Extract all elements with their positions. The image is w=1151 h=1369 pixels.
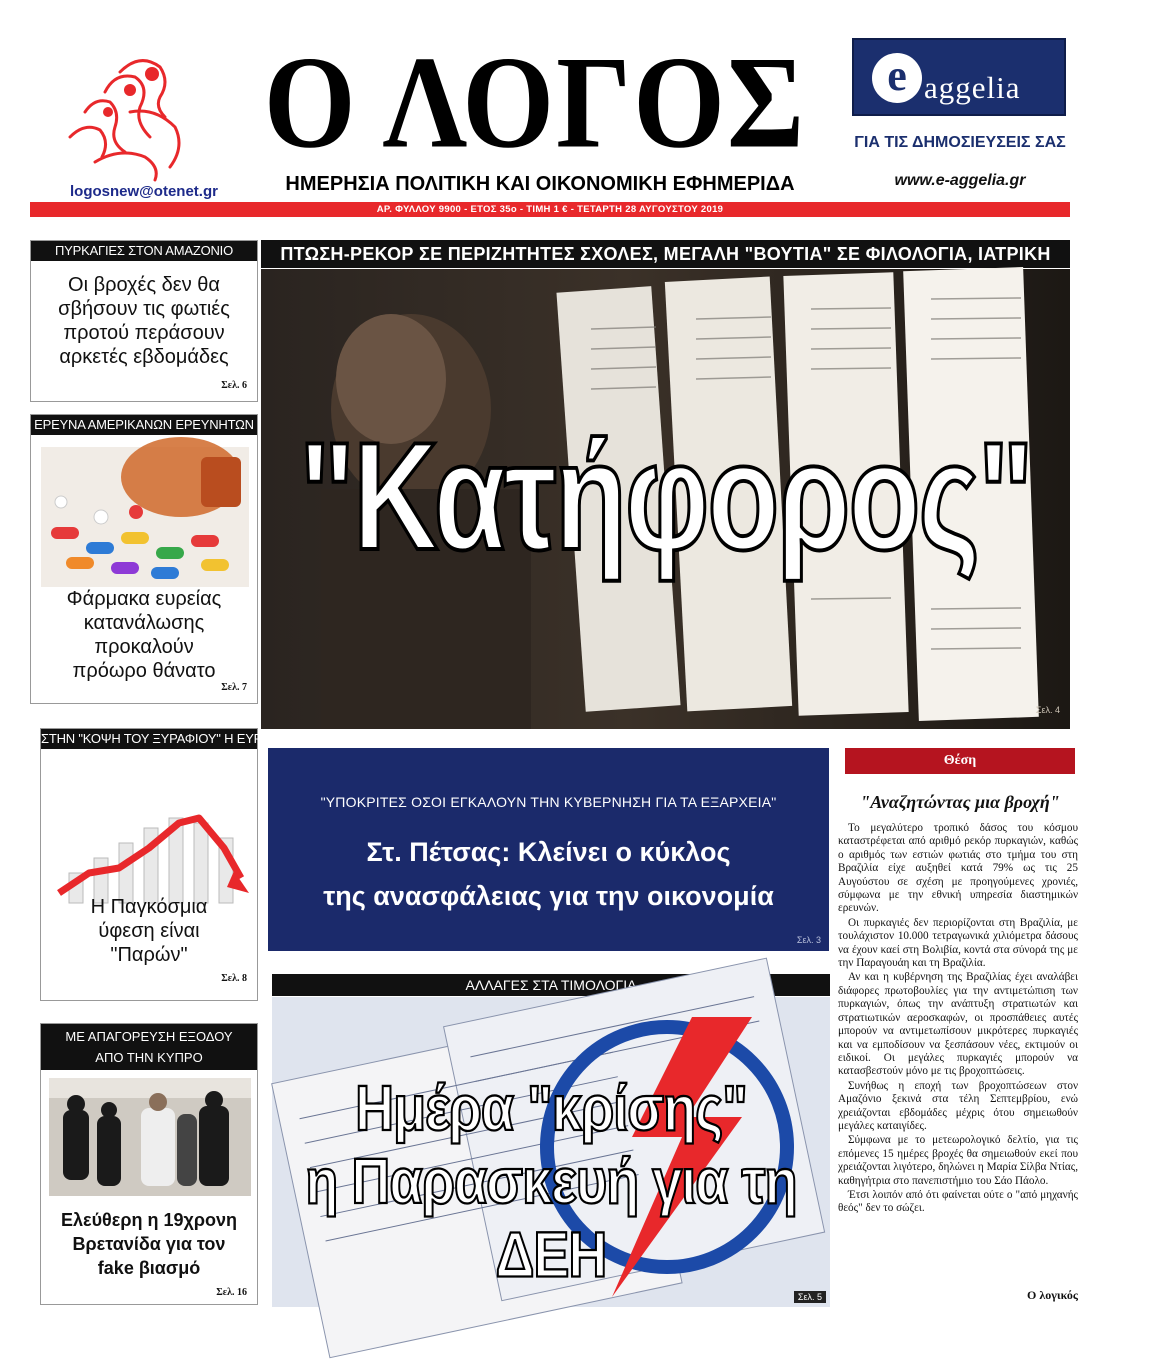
page-reference: Σελ. 16 bbox=[216, 1287, 247, 1298]
page-reference: Σελ. 5 bbox=[794, 1291, 826, 1303]
story-headline bbox=[272, 1072, 830, 1291]
story-amazon-fires[interactable] bbox=[30, 240, 258, 402]
story-headline-line: σβήσουν τις φωτιές bbox=[58, 298, 230, 320]
oped-body bbox=[838, 822, 1078, 1217]
story-headline-line: Στ. Πέτσας: Κλείνει ο κύκλος bbox=[366, 837, 731, 867]
oped-title: "Αναζητώντας μια βροχή" bbox=[860, 792, 1060, 812]
oped-paragraph: Οι πυρκαγιές δεν περιορίζονται στη Βραζιλία, με τουλάχιστον 10.000 τετραγωνικά χιλιόμετρα δάσους να έχουν καεί στη Βολιβία, κοντά στα σύνορά της με την Παραγουάη και τη Βραζιλία. bbox=[838, 916, 1078, 970]
story-kicker: ΣΤΗΝ "ΚΟΨΗ ΤΟΥ ΞΥΡΑΦΙΟΥ" Η ΕΥΡΩΠΗ bbox=[41, 729, 257, 749]
eaggelia-logo-icon: e bbox=[872, 53, 922, 103]
page-reference: Σελ. 7 bbox=[221, 682, 247, 693]
story-kicker bbox=[41, 1024, 257, 1070]
oped-paragraph: Αν και η κυβέρνηση της Βραζιλίας έχει αναλάβει διάφορες πρωτοβουλίες για την αντιμετώπιση των πυρκαγιών, όπως την ανάπτυξη στρατιωτών και στρατιωτικών αεροσκαφών, οι προσπάθειες αυτές μπορούν να αντιμετωπίσουν μικρότερες πυρκαγιές και να εμποδίσουν να ξεσπάσουν νέες, εκτιμούν οι ειδικοί. Οι μεγάλες πυρκαγιές μπορούν να κατασβεστούν μόνο με τις βροχοπτώσεις. bbox=[838, 971, 1078, 1078]
story-headline-line: Ημέρα "κρίσης" bbox=[355, 1073, 747, 1145]
story-headline-line: Βρετανίδα για τον bbox=[72, 1234, 226, 1254]
page-reference: Σελ. 4 bbox=[1035, 705, 1060, 715]
newspaper-logo-emblem bbox=[60, 52, 210, 182]
page-reference: Σελ. 3 bbox=[796, 935, 821, 945]
main-story-kicker: ΠΤΩΣΗ-ΡΕΚΟΡ ΣΕ ΠΕΡΙΖΗΤΗΤΕΣ ΣΧΟΛΕΣ, ΜΕΓΑΛΗ "ΒΟΥΤΙΑ" ΣΕ ΦΙΛΟΛΟΓΙΑ, ΙΑΤΡΙΚΗ bbox=[261, 240, 1070, 268]
page-reference: Σελ. 8 bbox=[221, 973, 247, 984]
oped-paragraph: Έτσι λοιπόν από ότι φαίνεται ούτε ο "από μηχανής θεός" δεν το σώζει. bbox=[838, 1188, 1078, 1215]
story-headline-line: Οι βροχές δεν θα bbox=[68, 274, 220, 296]
story-kicker: ΠΥΡΚΑΓΙΕΣ ΣΤΟΝ ΑΜΑΖΟΝΙΟ bbox=[31, 241, 257, 261]
story-kicker-line: ΑΠΟ ΤΗΝ ΚΥΠΡΟ bbox=[95, 1050, 203, 1065]
story-headline-line: προτού περάσουν bbox=[63, 322, 225, 344]
oped-signature: Ο λογικός bbox=[1027, 1288, 1078, 1302]
story-drugs[interactable] bbox=[30, 414, 258, 704]
story-headline-line: αρκετές εβδομάδες bbox=[59, 346, 229, 368]
story-recession[interactable] bbox=[40, 728, 291, 1001]
story-headline-line: κατανάλωσης bbox=[83, 612, 205, 634]
story-headline-line: πρόωρο θάνατο bbox=[72, 660, 216, 682]
deh-bill-photo[interactable] bbox=[272, 997, 830, 1307]
eaggelia-ad-banner[interactable] bbox=[852, 38, 1066, 116]
pills-photo bbox=[41, 447, 249, 587]
story-headline bbox=[268, 830, 829, 918]
recession-chart-graphic bbox=[49, 763, 251, 913]
story-kicker-line: ΜΕ ΑΠΑΓΟΡΕΥΣΗ ΕΞΟΔΟΥ bbox=[65, 1029, 233, 1044]
court-photo bbox=[49, 1078, 251, 1196]
section-label: Θέση bbox=[845, 748, 1075, 774]
story-headline-line: Η Παγκόσμια bbox=[90, 896, 208, 918]
story-headline-line: "Παρών" bbox=[110, 944, 188, 966]
story-kicker: "ΥΠΟΚΡΙΤΕΣ ΟΣΟΙ ΕΓΚΑΛΟΥΝ ΤΗΝ ΚΥΒΕΡΝΗΣΗ ΓΙΑ ΤΑ ΕΞΑΡΧΕΙΑ" bbox=[320, 794, 777, 810]
story-headline-line: Ελεύθερη η 19χρονη bbox=[61, 1210, 237, 1230]
eaggelia-wordmark: aggelia bbox=[924, 70, 1021, 105]
ad-url-link[interactable]: www.e-aggelia.gr bbox=[894, 172, 1026, 189]
newspaper-subtitle: ΗΜΕΡΗΣΙΑ ΠΟΛΙΤΙΚΗ ΚΑΙ ΟΙΚΟΝΟΜΙΚΗ ΕΦΗΜΕΡΙΔΑ bbox=[285, 173, 795, 195]
newspaper-title: Ο ΛΟΓΟΣ bbox=[263, 28, 807, 176]
story-headline-line: προκαλούν bbox=[94, 636, 194, 658]
story-petsas[interactable] bbox=[268, 748, 829, 951]
oped-paragraph: Συνήθως η εποχή των βροχοπτώσεων στον Αμαζόνιο ξεκινά στα τέλη Σεπτεμβρίου, ενώ χρειάζονται εβδομάδες μέχρις ότου σημειωθούν μεγάλες καταιγίδες. bbox=[838, 1079, 1078, 1132]
issue-info-text: ΑΡ. ΦΥΛΛΟΥ 9900 - ΕΤΟΣ 35ο - ΤΙΜΗ 1 € - ΤΕΤΑΡΤΗ 28 ΑΥΓΟΥΣΤΟΥ 2019 bbox=[376, 204, 724, 215]
story-headline-line: ύφεση είναι bbox=[98, 920, 200, 942]
contact-email: logosnew@otenet.gr bbox=[70, 183, 218, 200]
story-headline-line: fake βιασμό bbox=[97, 1258, 201, 1278]
main-story-photo[interactable] bbox=[261, 269, 1070, 729]
page-reference: Σελ. 6 bbox=[221, 380, 247, 391]
story-headline-line: η Παρασκευή για τη ΔΕΗ bbox=[305, 1146, 797, 1291]
story-cyprus[interactable] bbox=[40, 1023, 258, 1305]
story-kicker: ΕΡΕΥΝΑ ΑΜΕΡΙΚΑΝΩΝ ΕΡΕΥΝΗΤΩΝ bbox=[31, 415, 257, 435]
story-kicker: ΑΛΛΑΓΕΣ ΣΤΑ ΤΙΜΟΛΟΓΙΑ bbox=[272, 974, 830, 996]
oped-paragraph: Σύμφωνα με το μετεωρολογικό δελτίο, για τις επόμενες 15 ημέρες βροχές θα σημειωθούν εκεί που χρειάζονται λιγότερο, δηλώνει η Μαρία Σίλβα Ντίας, καθηγήτρια στο πανεπιστήμιο του Σάο Πάολο. bbox=[838, 1134, 1078, 1187]
story-headline-line: Φάρμακα ευρείας bbox=[66, 588, 222, 610]
issue-info-bar bbox=[30, 202, 1070, 217]
oped-paragraph: Το μεγαλύτερο τροπικό δάσος του κόσμου καταστρέφεται από αριθμό ρεκόρ πυρκαγιών, καθώς ο αριθμός των εστιών φωτιάς στο τμήμα του στη Βραζιλία είχε αυξηθεί κατά 79% ως τις 25 Αυγούστου σε σχέση με προηγούμενες χρονιές, σύμφωνα με την εθνική υπηρεσία διαστημικών ερευνών. bbox=[838, 822, 1078, 915]
main-story-headline: "Κατήφορος" bbox=[299, 411, 1032, 583]
ad-tagline: ΓΙΑ ΤΙΣ ΔΗΜΟΣΙΕΥΣΕΙΣ ΣΑΣ bbox=[854, 134, 1066, 151]
story-headline-line: της ανασφάλειας για την οικονομία bbox=[323, 881, 774, 911]
